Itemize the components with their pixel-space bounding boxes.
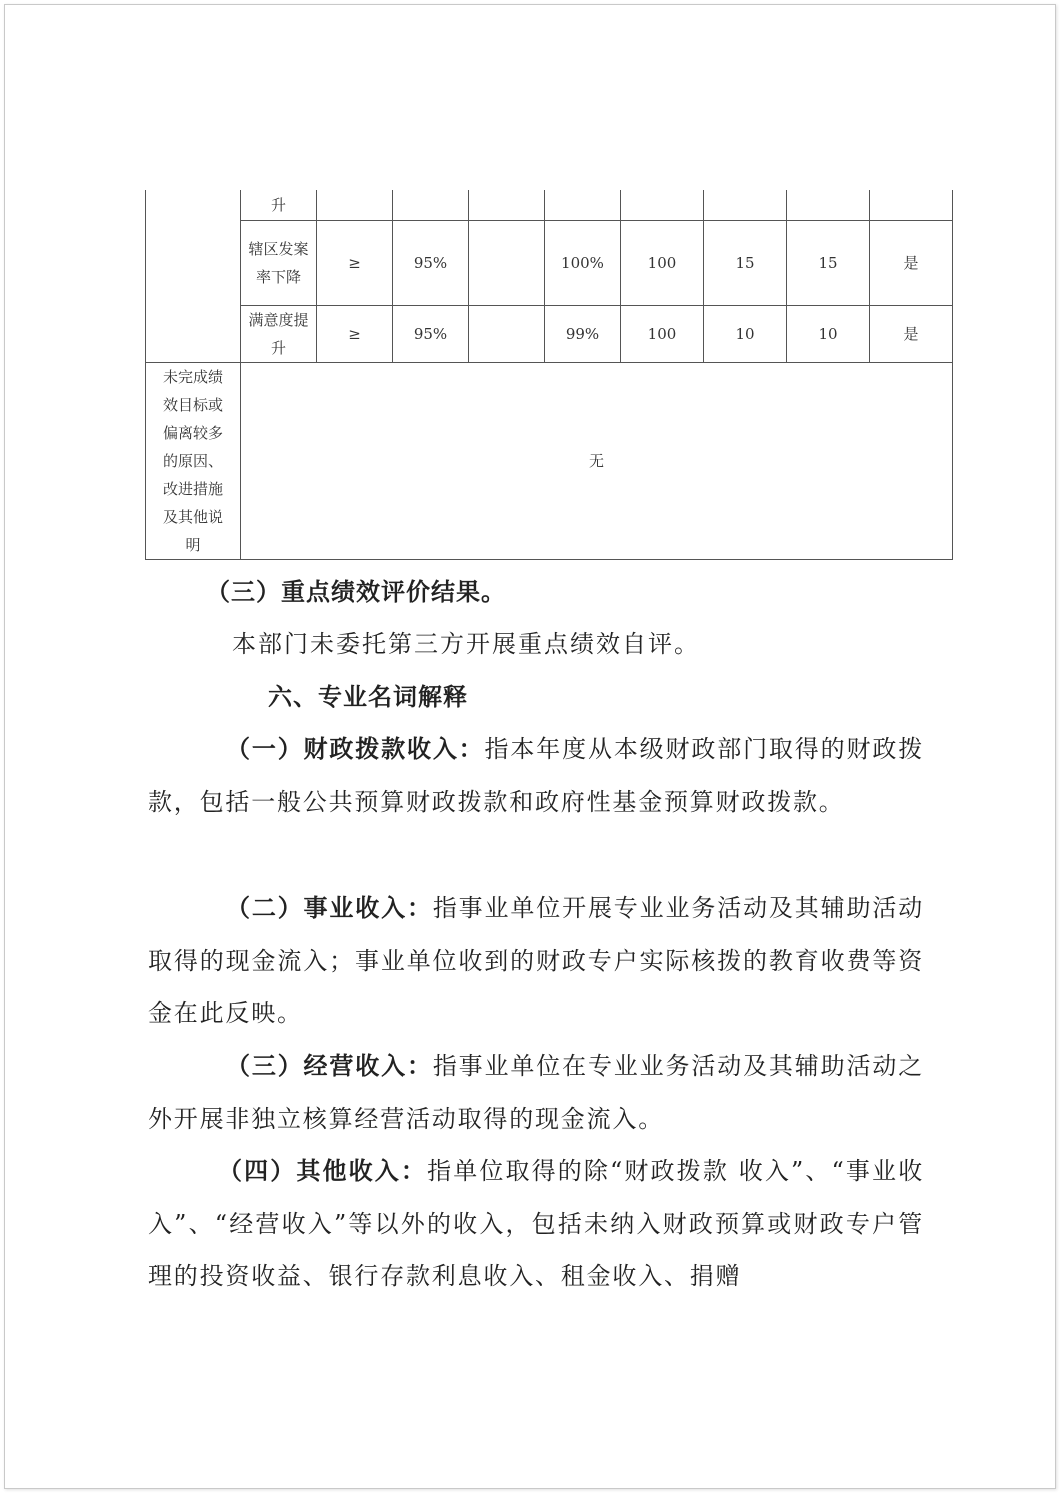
table-cell	[545, 190, 621, 220]
table-cell-weight-score: 100	[621, 305, 704, 362]
term-text: 指单位取得的除“财政拨款 收入”、“事业收入”、“经营收入”等以外的收入，包括未纳入财政预算或财政专户管理的投资收益、银行存款利息收入、租金收入、捐赠	[148, 1157, 924, 1290]
term-label: （三）经营收入：	[226, 1051, 433, 1080]
section3-body: 本部门未委托第三方开展重点绩效自评。	[232, 630, 700, 658]
table-cell-indicator	[241, 305, 317, 362]
term-text: 指事业单位开展专业业务活动及其辅助活动取得的现金流入；事业单位收到的财政专户实际核拨的教育收费等资金在此反映。	[148, 894, 924, 1027]
table-cell-blank	[469, 305, 545, 362]
table-cell-remarks-label	[146, 362, 241, 559]
table-cell-empty	[146, 190, 241, 362]
table-cell-operator: ≥	[317, 305, 393, 362]
table-cell-achieved: 是	[870, 305, 953, 362]
term-text: 指本年度从本级财政部门取得的财政拨款，包括一般公共预算财政拨款和政府性基金预算财政拨款。	[148, 735, 925, 816]
indicator-text: 满意度提升	[248, 310, 309, 357]
table-cell-score: 10	[787, 305, 870, 362]
table-cell-indicator	[241, 220, 317, 305]
table-cell-achieved: 是	[870, 220, 953, 305]
table-row	[146, 305, 953, 362]
term-label: （一）财政拨款收入：	[226, 734, 485, 763]
table-cell	[469, 190, 545, 220]
table-row	[146, 220, 953, 305]
term-label: （四）其他收入：	[218, 1156, 428, 1185]
table-cell-annual-target: 95%	[393, 220, 469, 305]
table-cell-operator: ≥	[317, 220, 393, 305]
table-row	[146, 190, 953, 220]
table-cell	[704, 190, 787, 220]
term-paragraph-2	[148, 882, 924, 1040]
table-cell-points: 15	[704, 220, 787, 305]
table-row	[146, 362, 953, 559]
table-cell-indicator: 升	[241, 190, 317, 220]
table-cell-annual-target: 95%	[393, 305, 469, 362]
table-cell	[787, 190, 870, 220]
term-text: 指事业单位在专业业务活动及其辅助活动之外开展非独立核算经营活动取得的现金流入。	[148, 1052, 924, 1133]
table-cell-score: 15	[787, 220, 870, 305]
performance-table	[145, 190, 953, 560]
table-cell-actual: 99%	[545, 305, 621, 362]
term-label: （二）事业收入：	[226, 893, 433, 922]
table-cell-remarks-value: 无	[241, 362, 953, 559]
table-cell-weight-score: 100	[621, 220, 704, 305]
table-cell-blank	[469, 220, 545, 305]
section3-heading: （三）重点绩效评价结果。	[206, 577, 506, 606]
remarks-label: 未完成绩效目标或偏离较多的原因、改进措施及其他说明	[162, 367, 223, 554]
table-cell	[870, 190, 953, 220]
table-cell	[317, 190, 393, 220]
indicator-text: 辖区发案率下降	[248, 239, 309, 286]
table-cell	[621, 190, 704, 220]
term-paragraph-3	[148, 1040, 924, 1145]
table-cell	[393, 190, 469, 220]
term-paragraph-4	[148, 1145, 924, 1303]
term-paragraph-1	[148, 723, 924, 828]
section6-heading: 六、专业名词解释	[268, 682, 468, 711]
table-cell-points: 10	[704, 305, 787, 362]
table-cell-actual: 100%	[545, 220, 621, 305]
